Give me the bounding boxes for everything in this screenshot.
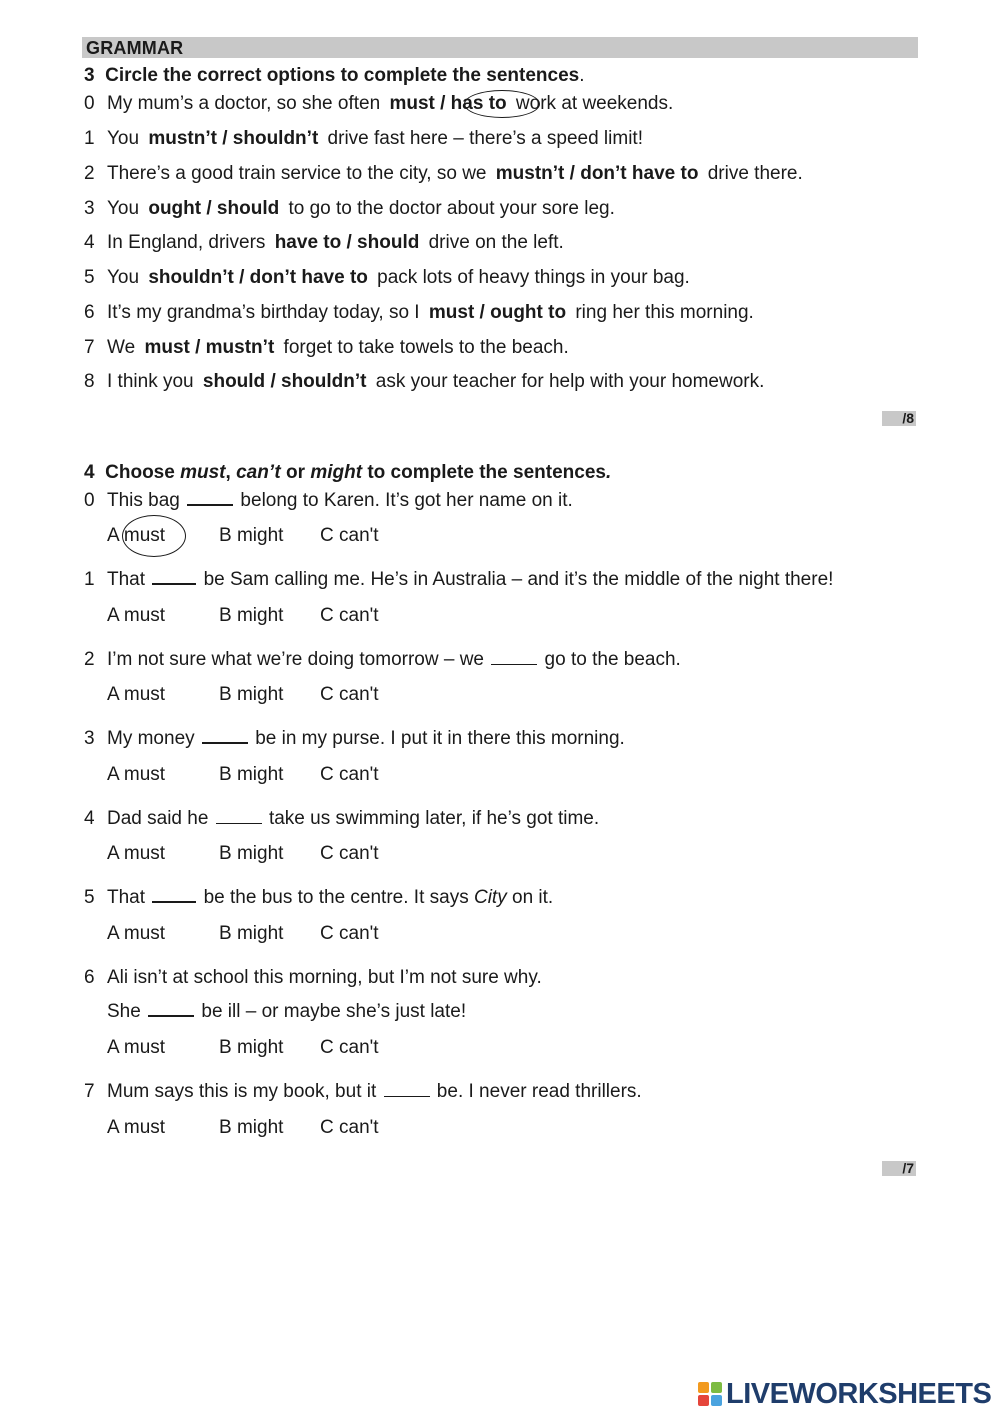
logo-text: LIVEWORKSHEETS	[726, 1377, 992, 1410]
ex4-item-sentence	[107, 649, 681, 671]
option-c-cant[interactable]: C can't	[320, 605, 379, 626]
option-c-cant[interactable]: C can't	[320, 1037, 379, 1058]
section-title: GRAMMAR	[86, 38, 184, 58]
ex3-item-number: 3	[84, 198, 95, 219]
ex3-item-number: 4	[84, 232, 95, 253]
ex3-sentence-start: In England, drivers	[107, 232, 271, 253]
answer-blank[interactable]	[216, 822, 262, 824]
ex4-sentence-start: She	[107, 1001, 147, 1022]
option-a-must[interactable]: A must	[107, 605, 166, 626]
ex3-item-sentence	[107, 337, 569, 359]
ex3-item-sentence	[107, 371, 764, 393]
ex3-item-sentence	[107, 198, 615, 220]
answer-blank[interactable]	[187, 503, 233, 506]
ex3-sentence-end: forget to take towels to the beach.	[278, 337, 569, 358]
option-c-cant[interactable]: C can't	[320, 923, 379, 944]
ex3-sentence-start: You	[107, 267, 145, 288]
ex4-item-number: 2	[84, 649, 95, 670]
answer-blank[interactable]	[202, 741, 248, 744]
ex4-sentence-start: My money	[107, 728, 200, 749]
ex4-sentence-start: That	[107, 887, 151, 908]
ex4-sentence-end: belong to Karen. It’s got her name on it.	[235, 490, 573, 511]
ex3-sentence-end: drive on the left.	[423, 232, 564, 253]
ex3-option-choice[interactable]: shouldn’t / don’t have to	[148, 267, 368, 288]
ex4-sentence-italic: City	[473, 887, 507, 908]
ex4-item-sentence	[107, 808, 599, 830]
ex3-sentence-start: We	[107, 337, 141, 358]
option-b-might[interactable]: B might	[219, 923, 284, 944]
ex4-sentence-end: be the bus to the centre. It says	[198, 887, 474, 908]
ex3-sentence-end: ask your teacher for help with your homework.	[370, 371, 765, 392]
answer-blank[interactable]	[152, 900, 196, 903]
ex3-item-number: 2	[84, 163, 95, 184]
ex3-option-choice[interactable]: must / mustn’t	[144, 337, 275, 358]
option-c-cant[interactable]: C can't	[320, 525, 379, 546]
answer-circle-mark	[464, 90, 540, 118]
ex3-sentence-start: It’s my grandma’s birthday today, so I	[107, 302, 425, 323]
ex3-option-choice[interactable]: must / ought to	[428, 302, 567, 323]
ex4-item-number: 7	[84, 1081, 95, 1102]
option-a-must[interactable]: A must	[107, 1037, 166, 1058]
ex3-item-sentence	[107, 302, 754, 324]
ex3-sentence-end: work at weekends.	[510, 93, 674, 114]
ex3-instruction: 3 Circle the correct options to complete the sentences.	[84, 65, 585, 86]
ex4-item-number: 3	[84, 728, 95, 749]
ex3-option-choice[interactable]: mustn’t / shouldn’t	[148, 128, 319, 149]
ex3-sentence-end: drive fast here – there’s a speed limit!	[322, 128, 643, 149]
ex4-item-sentence	[107, 1081, 642, 1103]
ex3-item-sentence	[107, 267, 690, 289]
option-a-must[interactable]: A must	[107, 525, 166, 546]
ex4-sentence-end: be in my purse. I put it in there this morning.	[249, 728, 625, 749]
ex4-sentence-end: be ill – or maybe she’s just late!	[196, 1001, 467, 1022]
ex4-sentence-end: go to the beach.	[539, 649, 681, 670]
option-a-must[interactable]: A must	[107, 684, 166, 705]
ex3-item-sentence	[107, 93, 673, 115]
ex4-item-number: 6	[84, 967, 95, 988]
ex3-sentence-start: I think you	[107, 371, 199, 392]
ex3-item-number: 0	[84, 93, 95, 114]
ex3-option-choice[interactable]: must / has to	[389, 93, 507, 114]
option-c-cant[interactable]: C can't	[320, 1117, 379, 1138]
ex4-sentence-start: This bag	[107, 490, 186, 511]
ex3-sentence-end: ring her this morning.	[570, 302, 754, 323]
option-b-might[interactable]: B might	[219, 843, 284, 864]
liveworksheets-logo	[698, 1377, 991, 1411]
ex4-sentence-end: on it.	[506, 887, 554, 908]
ex3-item-sentence	[107, 232, 564, 254]
option-c-cant[interactable]: C can't	[320, 684, 379, 705]
option-a-must[interactable]: A must	[107, 923, 166, 944]
ex3-option-choice[interactable]: should / shouldn’t	[202, 371, 367, 392]
ex3-sentence-end: drive there.	[702, 163, 803, 184]
ex4-sentence-start: Mum says this is my book, but it	[107, 1081, 382, 1102]
option-c-cant[interactable]: C can't	[320, 843, 379, 864]
answer-circle-mark	[122, 515, 186, 557]
ex3-item-sentence	[107, 163, 803, 185]
option-b-might[interactable]: B might	[219, 525, 284, 546]
ex4-item-number: 4	[84, 808, 95, 829]
section-header-bar	[82, 37, 918, 58]
option-a-must[interactable]: A must	[107, 1117, 166, 1138]
ex3-option-choice[interactable]: mustn’t / don’t have to	[495, 163, 699, 184]
option-a-must[interactable]: A must	[107, 843, 166, 864]
answer-blank[interactable]	[148, 1014, 194, 1017]
ex3-item-number: 1	[84, 128, 95, 149]
ex4-item-sentence	[107, 728, 625, 750]
option-b-might[interactable]: B might	[219, 764, 284, 785]
ex4-instruction: 4 Choose must, can’t or might to complete the sentences.	[84, 462, 612, 483]
ex3-sentence-start: You	[107, 128, 145, 149]
ex3-item-sentence	[107, 128, 643, 150]
option-a-must[interactable]: A must	[107, 764, 166, 785]
ex3-item-number: 5	[84, 267, 95, 288]
answer-blank[interactable]	[491, 663, 537, 665]
ex3-score-box: /8	[882, 411, 916, 426]
ex4-sentence-start: That	[107, 569, 151, 590]
ex4-item-number: 5	[84, 887, 95, 908]
ex3-option-choice[interactable]: have to / should	[274, 232, 420, 253]
ex4-item-sentence	[107, 887, 553, 909]
option-b-might[interactable]: B might	[219, 605, 284, 626]
ex4-sentence-end: be Sam calling me. He’s in Australia – and it’s the middle of the night there!	[198, 569, 834, 590]
ex4-item-sentence	[107, 1001, 466, 1023]
ex4-sentence-start: I’m not sure what we’re doing tomorrow – we	[107, 649, 490, 670]
option-c-cant[interactable]: C can't	[320, 764, 379, 785]
answer-blank[interactable]	[384, 1095, 430, 1097]
ex4-score-box: /7	[882, 1161, 916, 1176]
ex4-item-sentence	[107, 490, 573, 512]
ex4-item-sentence	[107, 569, 833, 591]
ex4-item-context: Ali isn’t at school this morning, but I’m not sure why.	[107, 967, 542, 988]
logo-grid-icon	[698, 1382, 722, 1406]
ex3-sentence-start: My mum’s a doctor, so she often	[107, 93, 386, 114]
option-b-might[interactable]: B might	[219, 684, 284, 705]
ex4-sentence-end: be. I never read thrillers.	[431, 1081, 642, 1102]
option-b-might[interactable]: B might	[219, 1037, 284, 1058]
ex4-item-number: 1	[84, 569, 95, 590]
option-b-might[interactable]: B might	[219, 1117, 284, 1138]
ex3-option-choice[interactable]: ought / should	[148, 198, 280, 219]
answer-blank[interactable]	[152, 582, 196, 585]
ex4-sentence-start: Dad said he	[107, 808, 214, 829]
ex3-sentence-end: pack lots of heavy things in your bag.	[371, 267, 690, 288]
ex4-item-number: 0	[84, 490, 95, 511]
ex3-sentence-start: You	[107, 198, 145, 219]
ex3-sentence-start: There’s a good train service to the city, so we	[107, 163, 492, 184]
ex3-item-number: 7	[84, 337, 95, 358]
ex3-item-number: 6	[84, 302, 95, 323]
ex4-sentence-end: take us swimming later, if he’s got time.	[263, 808, 600, 829]
ex3-sentence-end: to go to the doctor about your sore leg.	[283, 198, 615, 219]
ex3-item-number: 8	[84, 371, 95, 392]
